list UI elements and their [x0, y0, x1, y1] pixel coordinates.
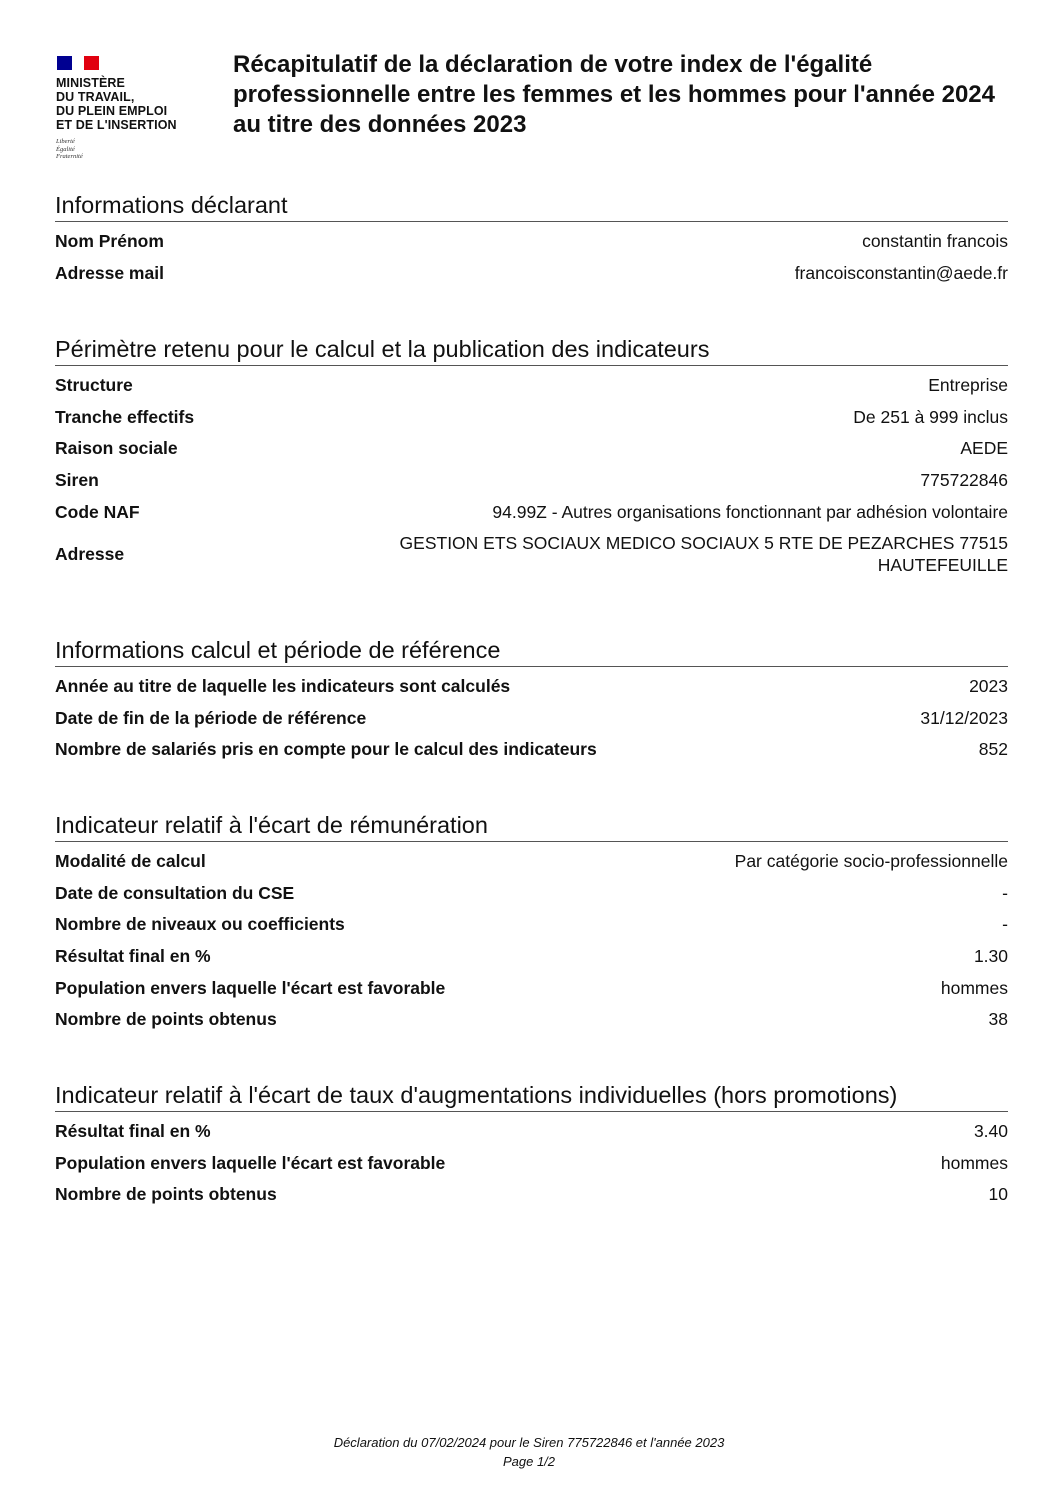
row-value: 2023	[969, 676, 1008, 696]
row-label: Modalité de calcul	[55, 851, 206, 871]
ministry-line: MINISTÈRE	[56, 76, 125, 90]
row-label: Structure	[55, 375, 133, 395]
row-label: Résultat final en %	[55, 1121, 211, 1141]
row-value: GESTION ETS SOCIAUX MEDICO SOCIAUX 5 RTE DE PEZARCHES 77515 HAUTEFEUILLE	[399, 533, 1008, 576]
row-label: Date de fin de la période de référence	[55, 707, 367, 728]
row-value: 852	[978, 739, 1008, 760]
info-row	[55, 262, 1008, 284]
info-row	[55, 1183, 1008, 1205]
motto-line: Fraternité	[56, 153, 83, 160]
info-row	[55, 850, 1008, 872]
ministry-line: ET DE L'INSERTION	[56, 118, 177, 132]
info-row	[55, 501, 1008, 523]
info-row	[55, 469, 1008, 491]
row-value: constantin francois	[862, 231, 1008, 251]
section-heading: Informations calcul et période de référence	[55, 635, 1008, 667]
row-label: Résultat final en %	[55, 946, 211, 967]
row-value: 38	[988, 1009, 1008, 1030]
info-row	[55, 977, 1008, 999]
section-heading: Périmètre retenu pour le calcul et la publication des indicateurs	[55, 334, 1008, 366]
motto-line: Égalité	[56, 145, 75, 153]
ministry-line: DU PLEIN EMPLOI	[56, 104, 168, 118]
ministry-logo	[56, 56, 206, 161]
row-label: Nombre de niveaux ou coefficients	[55, 914, 345, 935]
flag-red-stripe	[84, 56, 99, 70]
row-label: Tranche effectifs	[55, 406, 195, 427]
row-label: Adresse	[55, 544, 125, 565]
info-row	[55, 707, 1008, 729]
info-row	[55, 1008, 1008, 1030]
flag-white-stripe	[72, 56, 84, 70]
row-value: 94.99Z - Autres organisations fonctionnant par adhésion volontaire	[492, 501, 1008, 522]
info-row	[55, 882, 1008, 904]
section-pay-gap-indicator	[55, 810, 1008, 1040]
row-label: Population envers laquelle l'écart est favorable	[55, 977, 446, 998]
row-label: Année au titre de laquelle les indicateurs sont calculés	[55, 676, 511, 696]
page-footer	[0, 1433, 1058, 1471]
row-label: Siren	[55, 470, 99, 491]
row-label: Nom Prénom	[55, 231, 164, 251]
info-row	[55, 738, 1008, 760]
row-value: -	[1002, 882, 1008, 903]
section-heading: Informations déclarant	[55, 190, 1008, 222]
row-value: 10	[988, 1184, 1008, 1205]
document-title: Récapitulatif de la déclaration de votre index de l'égalité professionnelle entre les femmes et les hommes pour l'année 2024 au titre des données 2023	[233, 51, 995, 138]
row-label: Raison sociale	[55, 438, 178, 459]
flag-blue-stripe	[57, 56, 72, 70]
row-label: Population envers laquelle l'écart est favorable	[55, 1152, 446, 1173]
info-row	[55, 1120, 1008, 1142]
info-row	[55, 406, 1008, 428]
footer-declaration-line: Déclaration du 07/02/2024 pour le Siren 775722846 et l'année 2023	[333, 1435, 725, 1450]
info-row	[55, 532, 1008, 576]
row-value: hommes	[940, 977, 1008, 998]
row-value: Entreprise	[928, 375, 1008, 395]
row-value: hommes	[940, 1152, 1008, 1173]
row-label: Nombre de points obtenus	[55, 1009, 277, 1030]
row-value: -	[1002, 914, 1008, 935]
row-value: AEDE	[960, 438, 1008, 459]
row-value: 31/12/2023	[920, 707, 1008, 728]
row-value: francoisconstantin@aede.fr	[794, 262, 1008, 283]
section-heading: Indicateur relatif à l'écart de rémunération	[55, 810, 1008, 842]
row-value: 775722846	[920, 470, 1008, 491]
row-label: Date de consultation du CSE	[55, 882, 295, 903]
page-number: Page 1/2	[502, 1454, 556, 1469]
section-raise-rate-indicator	[55, 1080, 1008, 1215]
motto-line: Liberté	[56, 138, 75, 145]
row-label: Nombre de salariés pris en compte pour le calcul des indicateurs	[55, 739, 597, 760]
section-heading: Indicateur relatif à l'écart de taux d'augmentations individuelles (hors promotions)	[55, 1080, 1008, 1112]
row-label: Nombre de points obtenus	[55, 1184, 277, 1205]
info-row	[55, 437, 1008, 459]
row-label: Code NAF	[55, 501, 140, 522]
row-value: 3.40	[973, 1121, 1008, 1141]
row-value: Par catégorie socio-professionnelle	[734, 851, 1008, 871]
republic-motto	[56, 138, 206, 161]
french-flag-icon	[57, 56, 99, 70]
ministry-name	[56, 76, 206, 132]
section-declarant-info	[55, 190, 1008, 293]
info-row	[55, 374, 1008, 396]
row-label: Adresse mail	[55, 262, 164, 283]
info-row	[55, 675, 1008, 697]
section-scope	[55, 334, 1008, 586]
info-row	[55, 230, 1008, 252]
ministry-line: DU TRAVAIL,	[56, 90, 135, 104]
section-calculation-period	[55, 635, 1008, 770]
info-row	[55, 913, 1008, 935]
row-value: De 251 à 999 inclus	[853, 406, 1008, 427]
row-value: 1.30	[973, 946, 1008, 967]
info-row	[55, 1152, 1008, 1174]
info-row	[55, 945, 1008, 967]
